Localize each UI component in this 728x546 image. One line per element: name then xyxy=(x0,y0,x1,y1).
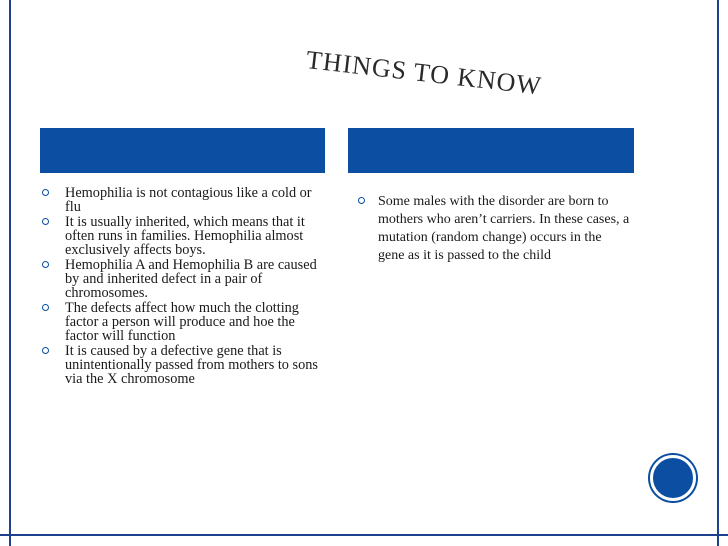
bullet-circle-icon xyxy=(42,261,49,268)
bullet-text: Hemophilia A and Hemophilia B are caused by and inherited defect in a pair of chromosomes. xyxy=(65,257,317,301)
bullet-text: Hemophilia is not contagious like a cold or flu xyxy=(65,185,312,215)
bullet-circle-icon xyxy=(42,189,49,196)
list-item xyxy=(40,186,322,214)
left-bullet-list xyxy=(40,186,322,387)
frame-bottom-line xyxy=(0,534,728,536)
list-item xyxy=(40,258,322,300)
list-item xyxy=(40,215,322,257)
slide-title: THINGS TO KNOW xyxy=(304,45,544,101)
bullet-circle-icon xyxy=(358,197,365,204)
list-item xyxy=(358,193,630,265)
bullet-circle-icon xyxy=(42,218,49,225)
frame-right-line xyxy=(717,0,719,546)
frame-left-line xyxy=(9,0,11,546)
list-item xyxy=(40,344,322,386)
bullet-circle-icon xyxy=(42,304,49,311)
bullet-circle-icon xyxy=(42,347,49,354)
right-bullet-list xyxy=(358,193,630,266)
decorative-circle xyxy=(650,455,696,501)
left-column-header-bar xyxy=(40,128,325,173)
right-column-header-bar xyxy=(348,128,634,173)
bullet-text: The defects affect how much the clotting factor a person will produce and hoe the factor will function xyxy=(65,300,299,344)
bullet-text: Some males with the disorder are born to mothers who aren’t carriers. In these cases, a mutation (random change) occurs in the gene as it is passed to the child xyxy=(378,194,630,263)
bullet-text: It is caused by a defective gene that is unintentionally passed from mothers to sons via the X chromosome xyxy=(65,343,318,387)
list-item xyxy=(40,301,322,343)
bullet-text: It is usually inherited, which means that it often runs in families. Hemophilia almost exclusively affects boys. xyxy=(65,214,305,258)
